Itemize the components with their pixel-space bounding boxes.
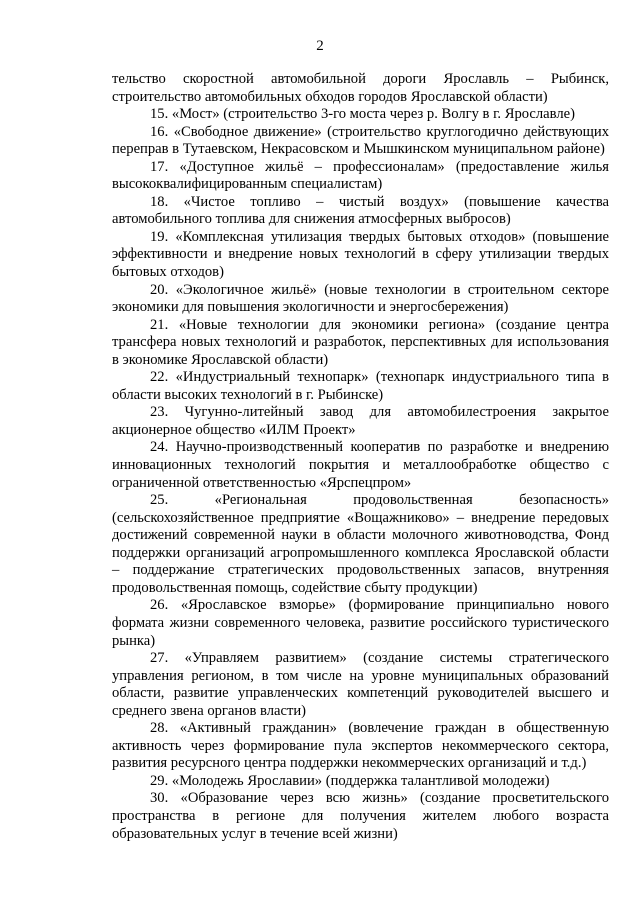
paragraph-continuation: тельство скоростной автомобильной дороги Ярославль – Рыбинск, строительство автомобильных обходов городов Ярославской области) <box>112 71 609 105</box>
list-item-24: 24. Научно-производственный кооператив по разработке и внедрению инновационных технологий покрытия и металлообработке общество с ограниченной ответственностью «Ярспецпром» <box>112 439 609 491</box>
list-item-18: 18. «Чистое топливо – чистый воздух» (повышение качества автомобильного топлива для снижения атмосферных выбросов) <box>112 193 609 228</box>
list-item-23: 23. Чугунно-литейный завод для автомобилестроения закрытое акционерное общество «ИЛМ Проект» <box>112 404 609 438</box>
list-item-26: 26. «Ярославское взморье» (формирование принципиально нового формата жизни современного человека, развитие российского туристического рынка) <box>112 597 609 649</box>
list-item-20: 20. «Экологичное жильё» (новые технологии в строительном секторе экономики для повышения экологичности и энергосбережения) <box>112 281 609 316</box>
list-item-28: 28. «Активный гражданин» (вовлечение граждан в общественную активность через формирование пула экспертов некоммерческого сектора, развития ресурсного центра поддержки некоммерческих организаций и т.д.) <box>112 720 609 772</box>
list-item-16: 16. «Свободное движение» (строительство круглогодично действующих переправ в Тутаевском, Некрасовском и Мышкинском муниципальном районе) <box>112 123 609 158</box>
list-item-15: 15. «Мост» (строительство 3-го моста через р. Волгу в г. Ярославле) <box>150 106 575 123</box>
list-item-29: 29. «Молодежь Ярославии» (поддержка талантливой молодежи) <box>150 772 550 789</box>
document-body <box>112 71 609 843</box>
list-item-17: 17. «Доступное жильё – профессионалам» (предоставление жилья высококвалифицированным специалистам) <box>112 158 609 193</box>
list-item-21: 21. «Новые технологии для экономики региона» (создание центра трансфера новых технологий и разработок, перспективных для использования в экономике Ярославской области) <box>112 316 609 368</box>
list-item-22: 22. «Индустриальный технопарк» (технопарк индустриального типа в области высоких технологий в г. Рыбинске) <box>112 369 609 403</box>
list-item-30: 30. «Образование через всю жизнь» (создание просветительского пространства в регионе для получения жителем любого возраста образовательных услуг в течение всей жизни) <box>112 790 609 842</box>
page-number: 2 <box>316 38 324 54</box>
list-item-25: 25. «Региональная продовольственная безопасность» (сельскохозяйственное предприятие «Вощажниково» – внедрение передовых достижений современной науки в области молочного животноводства, Фонд поддержки организаций агропромышленного комплекса Ярославской области – поддержание стратегических продовольственных запасов, внутренняя продовольственная помощь, содействие сбыту продукции) <box>112 492 609 596</box>
list-item-19: 19. «Комплексная утилизация твердых бытовых отходов» (повышение эффективности и внедрение новых технологий в сферу утилизации твердых бытовых отходов) <box>112 228 609 281</box>
list-item-27: 27. «Управляем развитием» (создание системы стратегического управления регионом, в том числе на уровне муниципальных образований области, развитие управленческих компетенций руководителей высшего и среднего звена органов власти) <box>112 650 609 719</box>
